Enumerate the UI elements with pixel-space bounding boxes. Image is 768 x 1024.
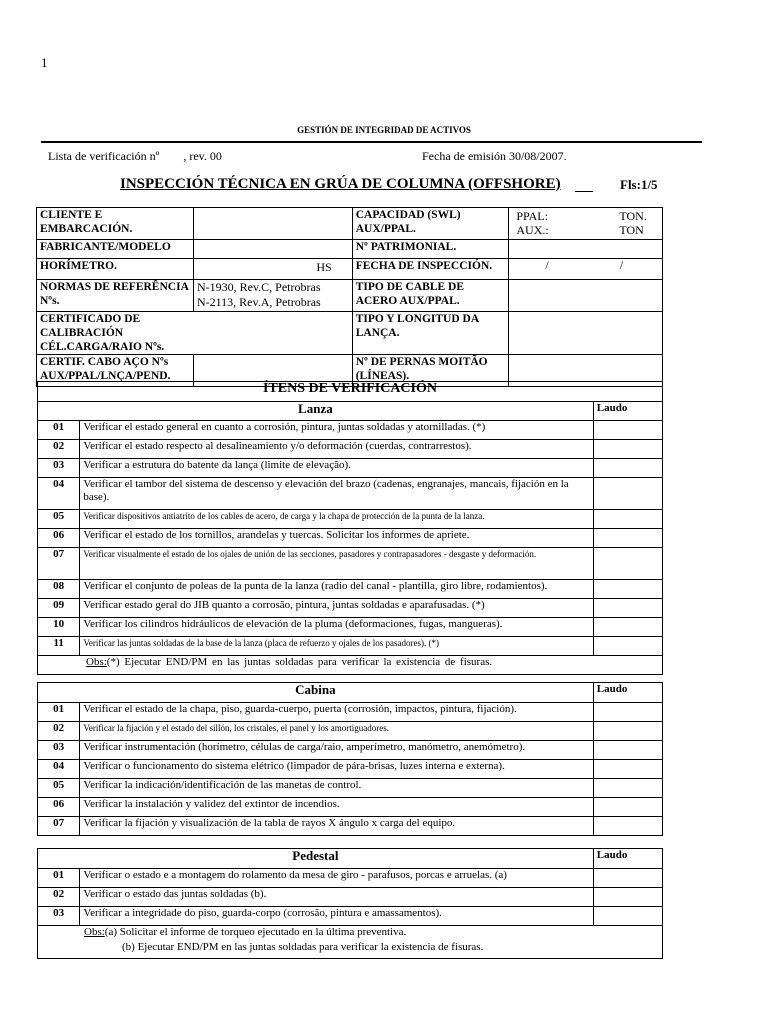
laudo-cell[interactable] [593, 599, 662, 618]
pernas-label: Nº DE PERNAS MOITÃO (LÍNEAS). [352, 355, 509, 387]
lanza-item-row [38, 637, 663, 656]
item-description: Verificar a estrutura do batente da lança (limite de elevação). [80, 459, 593, 478]
lanza-header-row [38, 402, 663, 421]
laudo-cell[interactable] [593, 722, 662, 741]
lanza-item-row [38, 459, 663, 478]
item-description: Verificar visualmente el estado de los ojales de unión de las secciones, pasadores y contrapasadores - desgaste y deformación. [80, 548, 593, 580]
item-description: Verificar el tambor del sistema de descenso y elevación del brazo (cadenas, engranajes, mancais, fijación en la base). [80, 478, 593, 510]
laudo-cell[interactable] [593, 703, 662, 722]
laudo-cell[interactable] [593, 760, 662, 779]
document-title: INSPECCIÓN TÉCNICA EN GRÚA DE COLUMNA (OFFSHORE) [120, 176, 561, 192]
item-description: Verificar la fijación y el estado del sillón, los cristales, el panel y los amortiguadores. [80, 722, 593, 741]
info-row-fabricante [37, 240, 663, 259]
cabina-item-row [38, 703, 663, 722]
cliente-label: CLIENTE E EMBARCACIÓN. [37, 208, 194, 240]
item-description: Verificar el estado respecto al desalineamiento y/o deformación (cuerdas, contrarrestos). [80, 440, 593, 459]
lanza-item-row [38, 440, 663, 459]
item-description: Verificar el estado de la chapa, piso, guarda-cuerpo, puerta (corrosión, impactos, pintura, fijación). [80, 703, 593, 722]
pedestal-item-row [38, 888, 663, 907]
issue-date: Fecha de emisión 30/08/2007. [422, 149, 567, 163]
hs-unit: HS [316, 260, 332, 274]
fecha-inspeccion-value[interactable] [509, 259, 663, 280]
cabina-item-row [38, 722, 663, 741]
item-number: 06 [38, 529, 80, 548]
item-description: Verificar la instalación y validez del extintor de incendios. [80, 798, 593, 817]
lanza-item-row [38, 478, 663, 510]
item-description: Verificar estado geral do JIB quanto a corrosão, pintura, juntas soldadas e aparafusadas. (*) [80, 599, 593, 618]
item-number: 01 [38, 421, 80, 440]
item-description: Verificar la indicación/identificación de las manetas de control. [80, 779, 593, 798]
fabricante-label: FABRICANTE/MODELO [37, 240, 194, 259]
item-description: Verificar el estado de los tornillos, arandelas y tuercas. Solicitar los informes de apriete. [80, 529, 593, 548]
laudo-cell[interactable] [593, 618, 662, 637]
tipo-cable-value[interactable] [509, 280, 663, 312]
item-number: 08 [38, 580, 80, 599]
item-description: Verificar dispositivos antiatrito de los cables de acero, de carga y la chapa de protección de la punta de la lanza. [80, 510, 593, 529]
laudo-cell[interactable] [593, 580, 662, 599]
aux-ton: TON [619, 223, 644, 237]
info-row-certificado [37, 312, 663, 355]
info-row-cliente [37, 208, 663, 240]
item-description: Verificar las juntas soldadas de la base de la lanza (placa de refuerzo y ojales de los pasadores). (*) [80, 637, 593, 656]
laudo-cell[interactable] [593, 869, 662, 888]
fabricante-value[interactable] [193, 240, 352, 259]
lanza-obs-text: (*) Ejecutar END/PM en las juntas soldadas para verificar la existencia de fisuras. [106, 656, 493, 668]
item-description: Verificar instrumentación (horímetro, células de carga/raio, amperímetro, manómetro, anemómetro). [80, 741, 593, 760]
laudo-cell[interactable] [593, 529, 662, 548]
cliente-value[interactable] [193, 208, 352, 240]
laudo-cell[interactable] [593, 907, 662, 926]
laudo-cell[interactable] [593, 888, 662, 907]
lanza-item-row [38, 548, 663, 580]
ppal-label: PPAL: [516, 209, 548, 223]
item-number: 11 [38, 637, 80, 656]
lanza-title: Lanza [38, 402, 594, 421]
pedestal-laudo-header: Laudo [593, 849, 662, 869]
laudo-cell[interactable] [593, 548, 662, 580]
patrimonial-label: Nº PATRIMONIAL. [352, 240, 509, 259]
tipo-cable-label: TIPO DE CABLE DE ACERO AUX/PPAL. [352, 280, 509, 312]
item-number: 05 [38, 510, 80, 529]
cabina-laudo-header: Laudo [593, 683, 662, 703]
pedestal-title: Pedestal [38, 849, 594, 869]
lanza-item-row [38, 529, 663, 548]
date-slash-2: / [619, 258, 624, 272]
folio-count: Fls:1/5 [620, 177, 658, 192]
item-number: 04 [38, 760, 80, 779]
pedestal-header-row [38, 849, 663, 869]
lanza-laudo-header: Laudo [593, 402, 662, 421]
item-number: 05 [38, 779, 80, 798]
pedestal-obs-b: (b) Ejecutar END/PM en las juntas soldadas para verificar la existencia de fisuras. [122, 941, 484, 953]
pedestal-item-row [38, 869, 663, 888]
lanza-item-row [38, 618, 663, 637]
lanza-item-row [38, 580, 663, 599]
normas-value[interactable] [193, 280, 352, 312]
title-underline [575, 191, 593, 192]
cabina-title: Cabina [38, 683, 594, 703]
laudo-cell[interactable] [593, 637, 662, 656]
capacidad-label: CAPACIDAD (SWL) AUX/PPAL. [352, 208, 509, 240]
item-description: Verificar o estado das juntas soldadas (b). [80, 888, 593, 907]
laudo-cell[interactable] [593, 779, 662, 798]
item-number: 01 [38, 869, 80, 888]
item-description: Verificar el estado general en cuanto a corrosión, pintura, juntas soldadas y atornilladas. (*) [80, 421, 593, 440]
item-description: Verificar o estado e a montagem do rolamento da mesa de giro - parafusos, porcas e arruelas. (a) [80, 869, 593, 888]
fecha-inspeccion-label: FECHA DE INSPECCIÓN. [352, 259, 509, 280]
cabina-items [38, 703, 663, 836]
norma-2: N-2113, Rev.A, Petrobras [196, 295, 321, 309]
item-description: Verificar la fijación y visualización de la tabla de rayos X ángulo x carga del equipo. [80, 817, 593, 836]
lanza-item-row [38, 421, 663, 440]
equipment-info-table [36, 207, 663, 387]
lanza-item-row [38, 599, 663, 618]
lanza-item-row [38, 510, 663, 529]
item-number: 07 [38, 548, 80, 580]
item-number: 02 [38, 440, 80, 459]
ppal-ton: TON. [619, 209, 647, 223]
item-number: 06 [38, 798, 80, 817]
organization-header: GESTIÓN DE INTEGRIDAD DE ACTIVOS [297, 125, 471, 135]
cabina-item-row [38, 817, 663, 836]
item-description: Verificar a integridade do piso, guarda-corpo (corrosão, pintura e amassamentos). [80, 907, 593, 926]
item-number: 07 [38, 817, 80, 836]
item-number: 04 [38, 478, 80, 510]
cabina-item-row [38, 779, 663, 798]
laudo-cell[interactable] [593, 741, 662, 760]
pedestal-items [38, 869, 663, 926]
patrimonial-value[interactable] [509, 240, 663, 259]
pedestal-item-row [38, 907, 663, 926]
lanza-obs-label: Obs: [86, 656, 107, 668]
laudo-cell[interactable] [593, 817, 662, 836]
item-number: 03 [38, 907, 80, 926]
info-row-normas [37, 280, 663, 312]
date-slash-1: / [545, 258, 549, 272]
cabina-item-row [38, 760, 663, 779]
laudo-cell[interactable] [593, 440, 662, 459]
header-rule [41, 141, 702, 143]
certif-cabo-label: CERTIF. CABO AÇO Nºs AUX/PPAL/LNÇA/PEND. [37, 355, 194, 387]
pedestal-checklist [37, 848, 663, 959]
normas-label: NORMAS DE REFERÊNCIA Nºs. [37, 280, 194, 312]
item-description: Verificar o funcionamento do sistema elétrico (limpador de pára-brisas, luzes interna e externa). [80, 760, 593, 779]
pedestal-obs [38, 926, 663, 959]
item-number: 03 [38, 459, 80, 478]
lanza-checklist [37, 381, 663, 675]
page-number: 1 [41, 55, 48, 70]
item-description: Verificar los cilindros hidráulicos de elevación de la pluma (deformaciones, fugas, mangueras). [80, 618, 593, 637]
laudo-cell[interactable] [593, 459, 662, 478]
checklist-number: Lista de verificación nº , rev. 00 [48, 149, 222, 163]
laudo-cell[interactable] [593, 478, 662, 510]
itens-header-row [38, 382, 663, 402]
lanza-items [38, 421, 663, 656]
item-number: 02 [38, 888, 80, 907]
certificado-label: CERTIFICADO DE CALIBRACIÓN CÉL.CARGA/RAIO Nºs. [37, 312, 353, 355]
aux-label: AUX.: [516, 223, 549, 237]
laudo-cell[interactable] [593, 510, 662, 529]
lanza-obs-row [38, 656, 663, 675]
laudo-cell[interactable] [593, 421, 662, 440]
tipo-longitud-label: TIPO Y LONGITUD DA LANÇA. [352, 312, 509, 355]
pedestal-obs-row [38, 926, 663, 959]
pedestal-obs-label: Obs: [84, 926, 105, 938]
item-number: 09 [38, 599, 80, 618]
lanza-obs [38, 656, 663, 675]
cabina-checklist [37, 682, 663, 836]
itens-title: ÍTENS DE VERIFICACIÓN [38, 382, 663, 402]
item-number: 03 [38, 741, 80, 760]
pedestal-obs-a: (a) Solicitar el informe de torqueo ejecutado en la última preventiva. [104, 926, 407, 938]
cabina-item-row [38, 798, 663, 817]
item-number: 02 [38, 722, 80, 741]
capacidad-value[interactable] [509, 208, 663, 240]
cabina-item-row [38, 741, 663, 760]
cabina-header-row [38, 683, 663, 703]
laudo-cell[interactable] [593, 798, 662, 817]
norma-1: N-1930, Rev.C, Petrobras [196, 280, 321, 294]
item-number: 01 [38, 703, 80, 722]
horimetro-value[interactable] [193, 259, 352, 280]
item-number: 10 [38, 618, 80, 637]
info-row-horimetro [37, 259, 663, 280]
tipo-longitud-value[interactable] [509, 312, 663, 355]
horimetro-label: HORÍMETRO. [37, 259, 194, 280]
item-description: Verificar el conjunto de poleas de la punta de la lanza (radio del canal - plantilla, giro libre, rodamientos). [80, 580, 593, 599]
